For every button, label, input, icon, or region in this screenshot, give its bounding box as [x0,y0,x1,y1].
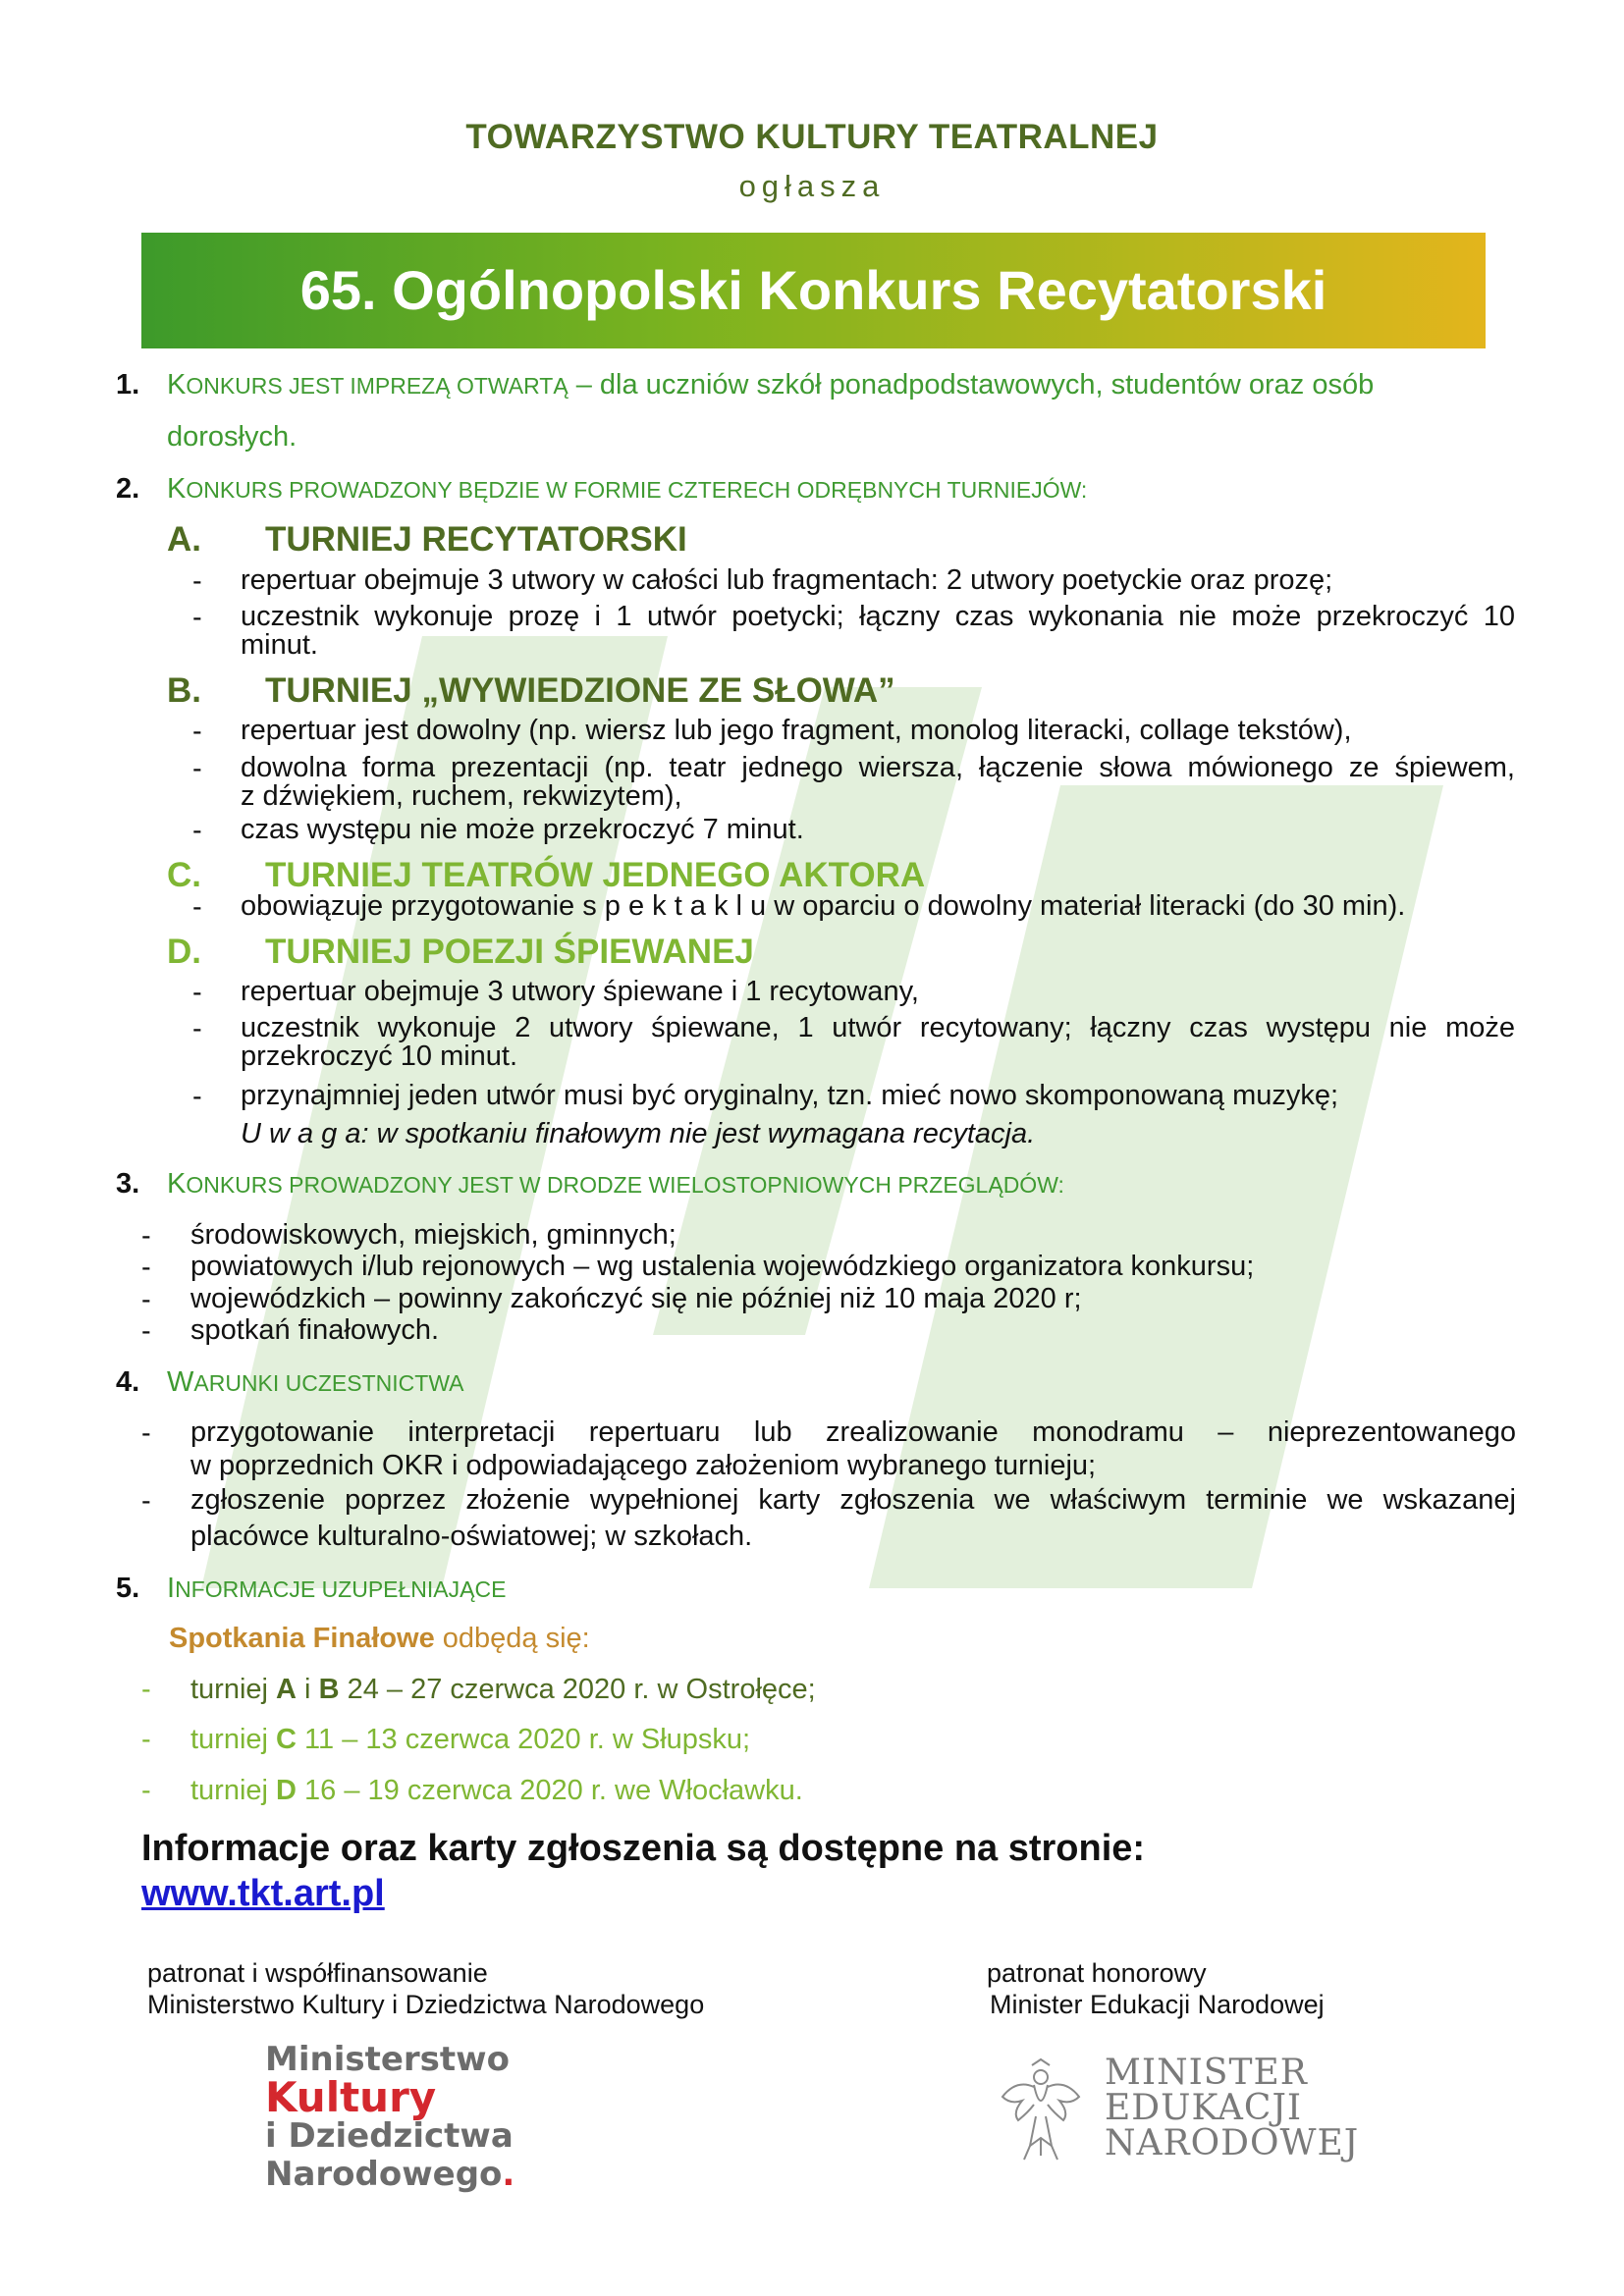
section-4-number: 4. [116,1366,140,1398]
section-3-number: 3. [116,1168,140,1200]
section-5-number: 5. [116,1573,140,1604]
tournament-d-note: U w a g a: w spotkaniu finałowym nie jest wymagana recytacja. [241,1118,1036,1149]
section-3-item: powiatowych i/lub rejonowych – wg ustalenia wojewódzkiego organizatora konkursu; [190,1251,1255,1282]
bullet-dash: - [141,1220,151,1252]
section-4-item: zgłoszenie poprzez złożenie wypełnionej karty zgłoszenia we właściwym terminie we wskazanej [190,1484,1516,1516]
section-4-item: przygotowanie interpretacji repertuaru lub zrealizowanie monodramu – nieprezentowanego [190,1416,1516,1448]
bullet-dash: - [141,1284,151,1315]
tournament-c-item: obowiązuje przygotowanie s p e k t a k l u w oparciu o dowolny materiał literacki (do 30 min). [241,890,1406,922]
bullet-dash: - [192,891,202,923]
tournament-a-item: minut. [241,629,318,661]
tournament-b-letter: B. [167,671,201,710]
bullet-dash: - [141,1417,151,1449]
eagle-emblem-icon [997,2057,1085,2165]
section-1-heading-cont: dorosłych. [167,421,298,453]
tournament-c-letter: C. [167,856,201,894]
final-c: turniej C 11 – 13 czerwca 2020 r. w Słupsku; [190,1724,751,1755]
bullet-dash: - [141,1485,151,1517]
patron1-name: Ministerstwo Kultury i Dziedzictwa Narodowego [147,1990,705,2019]
bullet-dash: - [192,602,202,633]
tournament-a-title: TURNIEJ RECYTATORSKI [265,520,687,559]
section-3-item: spotkań finałowych. [190,1314,440,1346]
tournament-d-letter: D. [167,933,201,971]
tournament-b-item: dowolna forma prezentacji (np. teatr jednego wiersza, łączenie słowa mówionego ze śpiewem, [241,752,1515,783]
patron2-label: patronat honorowy [987,1958,1207,1988]
title-banner: 65. Ogólnopolski Konkurs Recytatorski [141,233,1486,348]
bullet-dash: - [141,1315,151,1347]
info-text: Informacje oraz karty zgłoszenia są dostępne na stronie: [141,1828,1146,1869]
tournament-a-item: uczestnik wykonuje prozę i 1 utwór poetycki; łączny czas wykonania nie może przekroczyć 10 [241,601,1515,632]
final-d: turniej D 16 – 19 czerwca 2020 r. we Włocławku. [190,1775,803,1806]
tournament-d-item: uczestnik wykonuje 2 utwory śpiewane, 1 utwór recytowany; łączny czas występu nie może [241,1012,1515,1043]
section-2-heading: KONKURS PROWADZONY BĘDZIE W FORMIE CZTERECH ODRĘBNYCH TURNIEJÓW: [167,473,1088,505]
men-logo: MINISTER EDUKACJI NARODOWEJ [1105,2053,1360,2163]
bullet-dash: - [192,977,202,1008]
patron1-label: patronat i współfinansowanie [147,1958,488,1988]
section-3-item: środowiskowych, miejskich, gminnych; [190,1219,677,1251]
organization-name: TOWARZYSTWO KULTURY TEATRALNEJ [465,118,1159,156]
finals-heading: Spotkania Finałowe odbędą się: [169,1623,590,1654]
bullet-dash: - [192,1081,202,1112]
section-1-heading: KONKURS JEST IMPREZĄ OTWARTĄ – dla uczniów szkół ponadpodstawowych, studentów oraz osób [167,369,1375,400]
tournament-b-item: z dźwiękiem, ruchem, rekwizytem), [241,780,682,812]
section-3-heading: KONKURS PROWADZONY JEST W DRODZE WIELOSTOPNIOWYCH PRZEGLĄDÓW: [167,1168,1064,1200]
bullet-dash: - [141,1775,151,1806]
bullet-dash: - [141,1674,151,1705]
tournament-b-item: repertuar jest dowolny (np. wiersz lub jego fragment, monolog literacki, collage tekstów), [241,715,1352,746]
bullet-dash: - [192,716,202,747]
website-link[interactable]: www.tkt.art.pl [141,1873,385,1914]
section-1-number: 1. [116,369,140,400]
announces-text: ogłasza [738,169,886,203]
bullet-dash: - [192,565,202,597]
bullet-dash: - [192,753,202,784]
section-5-heading: INFORMACJE UZUPEŁNIAJĄCE [167,1573,507,1604]
bullet-dash: - [141,1724,151,1755]
tournament-b-title: TURNIEJ „WYWIEDZIONE ZE SŁOWA” [265,671,895,710]
tournament-d-item: repertuar obejmuje 3 utwory śpiewane i 1 recytowany, [241,976,919,1007]
section-2-number: 2. [116,473,140,505]
section-4-heading: WARUNKI UCZESTNICTWA [167,1366,464,1398]
bullet-dash: - [192,815,202,846]
bullet-dash: - [141,1252,151,1283]
tournament-d-item: przynajmniej jeden utwór musi być oryginalny, tzn. mieć nowo skomponowaną muzykę; [241,1080,1339,1111]
section-3-item: wojewódzkich – powinny zakończyć się nie później niż 10 maja 2020 r; [190,1283,1082,1314]
section-4-item: w poprzednich OKR i odpowiadającego założeniom wybranego turnieju; [190,1450,1097,1481]
patron2-name: Minister Edukacji Narodowej [990,1990,1325,2019]
tournament-a-item: repertuar obejmuje 3 utwory w całości lub fragmentach: 2 utwory poetyckie oraz prozę; [241,564,1333,596]
tournament-c-title: TURNIEJ TEATRÓW JEDNEGO AKTORA [265,856,926,894]
final-ab: turniej A i B 24 – 27 czerwca 2020 r. w Ostrołęce; [190,1674,816,1705]
mkidn-logo: Ministerstwo Kultury i Dziedzictwa Narodowego. [265,2040,515,2194]
bullet-dash: - [192,1013,202,1044]
section-4-item: placówce kulturalno-oświatowej; w szkołach. [190,1521,753,1552]
tournament-a-letter: A. [167,520,201,559]
tournament-d-item: przekroczyć 10 minut. [241,1041,518,1072]
tournament-d-title: TURNIEJ POEZJI ŚPIEWANEJ [265,933,754,971]
tournament-b-item: czas występu nie może przekroczyć 7 minut. [241,814,804,845]
